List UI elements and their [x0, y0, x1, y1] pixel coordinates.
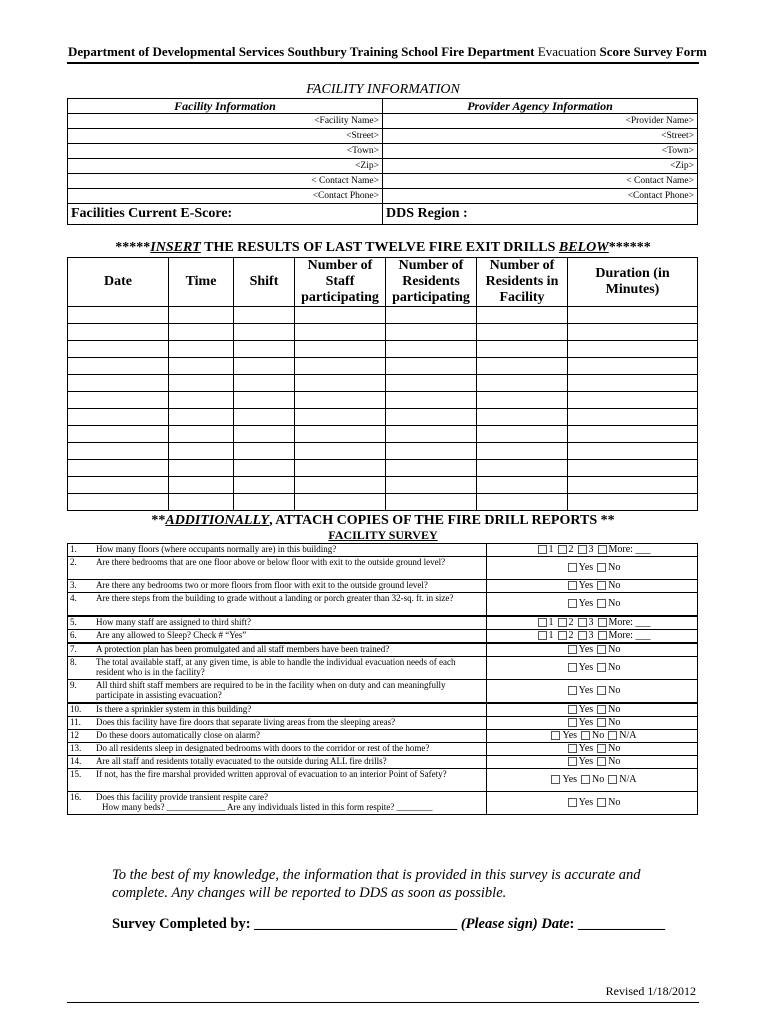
drill-cell[interactable] — [68, 443, 169, 460]
facility-info-header: Facility Information — [68, 99, 383, 114]
drill-cell[interactable] — [234, 375, 295, 392]
facility-field[interactable]: <Facility Name> — [68, 114, 383, 129]
facility-info-row — [68, 129, 698, 144]
drill-cell[interactable] — [234, 477, 295, 494]
checkbox[interactable] — [598, 545, 607, 554]
drill-cell[interactable] — [477, 392, 568, 409]
survey-row — [68, 616, 698, 630]
dds-region-field[interactable]: DDS Region : — [383, 204, 698, 225]
drill-cell[interactable] — [477, 460, 568, 477]
drill-cell[interactable] — [477, 341, 568, 358]
drill-cell[interactable] — [386, 460, 477, 477]
col-time: Time — [169, 258, 234, 307]
option-label: No — [608, 704, 621, 715]
drill-cell[interactable] — [295, 341, 386, 358]
question-number: 3. — [68, 580, 95, 593]
checkbox[interactable] — [578, 631, 587, 640]
checkbox[interactable] — [568, 563, 577, 572]
question-text: How many floors (where occupants normally are) in this building? — [96, 544, 337, 554]
drill-cell[interactable] — [68, 324, 169, 341]
question-text: Are any allowed to Sleep? Check # “Yes” — [96, 630, 247, 640]
drill-cell[interactable] — [295, 426, 386, 443]
question-number: 16. — [68, 792, 95, 815]
question-number: 2. — [68, 557, 95, 580]
drill-cell[interactable] — [477, 375, 568, 392]
option-label: N/A — [619, 774, 637, 785]
facility-info-table — [67, 98, 698, 225]
drill-cell[interactable] — [477, 477, 568, 494]
drill-cell[interactable] — [386, 307, 477, 324]
survey-row — [68, 680, 698, 704]
facility-info-row — [68, 159, 698, 174]
col-residents-participating: Number of Residents participating — [386, 258, 477, 307]
facility-info-title: FACILITY INFORMATION — [306, 82, 460, 97]
option-label: 1 — [548, 617, 554, 628]
option-label: Yes — [578, 580, 594, 591]
checkbox[interactable] — [597, 744, 606, 753]
survey-row — [68, 657, 698, 680]
facility-field[interactable]: < Contact Name> — [68, 174, 383, 189]
checkbox[interactable] — [597, 581, 606, 590]
drill-cell[interactable] — [169, 392, 234, 409]
checkbox[interactable] — [538, 618, 547, 627]
option-label: 1 — [548, 630, 554, 641]
checkbox[interactable] — [551, 731, 560, 740]
question-text: All third shift staff members are required to be in the facility when on duty and can meaningfully participate in assisting evacuation? — [96, 680, 446, 700]
checkbox[interactable] — [597, 563, 606, 572]
revised-date: Revised 1/18/2012 — [605, 984, 696, 998]
col-shift: Shift — [234, 258, 295, 307]
option-label: 1 — [548, 544, 554, 555]
question-number: 10. — [68, 703, 95, 717]
drill-cell[interactable] — [386, 494, 477, 511]
signature-line[interactable] — [112, 916, 672, 933]
attach-additionally: ADDITIONALLY — [165, 513, 270, 528]
question-text: How many staff are assigned to third shift? — [96, 617, 252, 627]
drill-cell[interactable] — [295, 460, 386, 477]
option-label: 3 — [588, 630, 594, 641]
drill-cell[interactable] — [169, 460, 234, 477]
drill-cell[interactable] — [68, 341, 169, 358]
attach-prefix: ** — [151, 513, 166, 528]
facility-info-row — [68, 189, 698, 204]
option-label: Yes — [562, 730, 578, 741]
survey-completed-by-label: Survey Completed by: ____________________________ — [112, 916, 461, 932]
checkbox[interactable] — [538, 545, 547, 554]
facility-info-row — [68, 114, 698, 129]
drill-row — [68, 409, 698, 426]
option-label: 2 — [568, 617, 574, 628]
header-rule — [67, 62, 699, 64]
drill-cell[interactable] — [295, 358, 386, 375]
drill-cell[interactable] — [68, 392, 169, 409]
drill-cell[interactable] — [234, 358, 295, 375]
drill-cell[interactable] — [568, 375, 698, 392]
drill-cell[interactable] — [568, 409, 698, 426]
checkbox[interactable] — [581, 731, 590, 740]
question-number: 4. — [68, 593, 95, 617]
option-label: 2 — [568, 630, 574, 641]
facility-survey-title: FACILITY SURVEY — [328, 528, 438, 542]
drill-cell[interactable] — [568, 443, 698, 460]
drill-row — [68, 358, 698, 375]
drill-cell[interactable] — [386, 443, 477, 460]
facility-info-row — [68, 174, 698, 189]
option-label: Yes — [562, 774, 578, 785]
drill-cell[interactable] — [568, 324, 698, 341]
drill-cell[interactable] — [477, 494, 568, 511]
drill-title-middle: THE RESULTS OF LAST TWELVE FIRE EXIT DRILLS — [200, 240, 559, 255]
drill-cell[interactable] — [295, 375, 386, 392]
question-number: 8. — [68, 657, 95, 680]
option-label: No — [608, 797, 621, 808]
drill-cell[interactable] — [234, 460, 295, 477]
drill-cell[interactable] — [234, 426, 295, 443]
col-residents-in-facility: Number of Residents in Facility — [477, 258, 568, 307]
drill-cell[interactable] — [169, 324, 234, 341]
question-number: 12 — [68, 730, 95, 743]
provider-field[interactable]: <Contact Phone> — [383, 189, 698, 204]
drill-cell[interactable] — [68, 460, 169, 477]
drill-row — [68, 477, 698, 494]
checkbox[interactable] — [597, 718, 606, 727]
checkbox[interactable] — [558, 631, 567, 640]
drill-cell[interactable] — [477, 358, 568, 375]
facility-info-row — [68, 144, 698, 159]
please-sign-label: (Please sign) Date — [460, 916, 570, 932]
drill-cell[interactable] — [295, 324, 386, 341]
drill-cell[interactable] — [386, 324, 477, 341]
checkbox[interactable] — [608, 775, 617, 784]
question-text: Do these doors automatically close on alarm? — [96, 730, 260, 740]
drill-cell[interactable] — [386, 392, 477, 409]
question-text: The total available staff, at any given time, is able to handle the individual evacuation needs of each resident who is in the facility? — [96, 657, 456, 677]
escore-field[interactable]: Facilities Current E-Score: — [68, 204, 383, 225]
drill-cell[interactable] — [169, 494, 234, 511]
survey-row — [68, 756, 698, 769]
checkbox[interactable] — [578, 545, 587, 554]
option-label: N/A — [619, 730, 637, 741]
facility-survey-table — [67, 543, 698, 815]
drill-row — [68, 392, 698, 409]
drill-cell[interactable] — [477, 409, 568, 426]
drill-cell[interactable] — [169, 426, 234, 443]
question-number: 6. — [68, 630, 95, 644]
drill-title-prefix: ***** — [115, 240, 151, 255]
checkbox[interactable] — [568, 645, 577, 654]
col-staff-participating: Number of Staff participating — [295, 258, 386, 307]
drill-cell[interactable] — [169, 375, 234, 392]
date-line: : ____________ — [569, 916, 666, 932]
survey-row — [68, 580, 698, 593]
option-label: No — [608, 717, 621, 728]
option-label: No — [608, 662, 621, 673]
footer-rule — [67, 1002, 699, 1003]
option-label: Yes — [578, 717, 594, 728]
drill-cell[interactable] — [234, 443, 295, 460]
survey-row — [68, 730, 698, 743]
option-label: No — [608, 598, 621, 609]
drill-cell[interactable] — [68, 375, 169, 392]
provider-field[interactable]: <Provider Name> — [383, 114, 698, 129]
checkbox[interactable] — [551, 775, 560, 784]
option-label: No — [592, 774, 605, 785]
survey-row — [68, 717, 698, 730]
drill-title-suffix: ****** — [608, 240, 651, 255]
survey-row — [68, 557, 698, 580]
checkbox[interactable] — [597, 686, 606, 695]
option-label: Yes — [578, 644, 594, 655]
drill-cell[interactable] — [568, 494, 698, 511]
drill-cell[interactable] — [477, 307, 568, 324]
checkbox[interactable] — [568, 581, 577, 590]
drill-row — [68, 443, 698, 460]
option-label: 2 — [568, 544, 574, 555]
option-label: 3 — [588, 617, 594, 628]
drill-row — [68, 375, 698, 392]
facility-field[interactable]: <Town> — [68, 144, 383, 159]
checkbox[interactable] — [538, 631, 547, 640]
provider-field[interactable]: <Zip> — [383, 159, 698, 174]
survey-row — [68, 643, 698, 657]
survey-row — [68, 593, 698, 617]
option-label: More: ___ — [608, 617, 651, 628]
survey-row — [68, 769, 698, 792]
question-text: A protection plan has been promulgated and all staff members have been trained? — [96, 644, 390, 654]
drill-cell[interactable] — [568, 392, 698, 409]
survey-row — [68, 630, 698, 644]
question-number: 7. — [68, 643, 95, 657]
question-text: Does this facility provide transient respite care? — [96, 792, 268, 802]
option-label: More: ___ — [608, 544, 651, 555]
drill-row — [68, 307, 698, 324]
question-number: 14. — [68, 756, 95, 769]
drill-cell[interactable] — [169, 477, 234, 494]
checkbox[interactable] — [558, 545, 567, 554]
checkbox[interactable] — [558, 618, 567, 627]
checkbox[interactable] — [597, 645, 606, 654]
drill-cell[interactable] — [234, 392, 295, 409]
drill-cell[interactable] — [68, 494, 169, 511]
checkbox[interactable] — [568, 798, 577, 807]
drill-cell[interactable] — [568, 358, 698, 375]
checkbox[interactable] — [568, 757, 577, 766]
accuracy-statement: To the best of my knowledge, the information that is provided in this survey is accurate and complete. Any changes will be reported to DDS as soon as possible. — [112, 867, 641, 901]
checkbox[interactable] — [581, 775, 590, 784]
option-label: No — [608, 562, 621, 573]
checkbox[interactable] — [568, 663, 577, 672]
drill-cell[interactable] — [477, 324, 568, 341]
drill-cell[interactable] — [169, 341, 234, 358]
drill-results-table — [67, 257, 698, 511]
question-number: 15. — [68, 769, 95, 792]
option-label: No — [608, 743, 621, 754]
question-subtext: How many beds? _____________ Are any individuals listed in this form respite? ________ — [102, 802, 433, 812]
question-number: 13. — [68, 743, 95, 756]
col-date: Date — [68, 258, 169, 307]
drill-cell[interactable] — [68, 426, 169, 443]
attach-reports-note — [68, 513, 698, 529]
provider-info-header: Provider Agency Information — [383, 99, 698, 114]
facility-field[interactable]: <Contact Phone> — [68, 189, 383, 204]
survey-row — [68, 743, 698, 756]
header-title-end: Score Survey Form — [599, 44, 707, 59]
question-text: Are there bedrooms that are one floor above or below floor with exit to the outside ground level? — [96, 557, 446, 567]
facility-field[interactable]: <Street> — [68, 129, 383, 144]
checkbox[interactable] — [597, 798, 606, 807]
checkbox[interactable] — [608, 731, 617, 740]
drill-section-title — [68, 240, 698, 256]
drill-cell[interactable] — [234, 307, 295, 324]
option-label: Yes — [578, 662, 594, 673]
checkbox[interactable] — [568, 744, 577, 753]
checkbox[interactable] — [597, 757, 606, 766]
option-label: No — [608, 580, 621, 591]
option-label: 3 — [588, 544, 594, 555]
drill-row — [68, 341, 698, 358]
drill-cell[interactable] — [295, 392, 386, 409]
drill-cell[interactable] — [169, 358, 234, 375]
col-duration: Duration (in Minutes) — [568, 258, 698, 307]
drill-cell[interactable] — [568, 460, 698, 477]
option-label: Yes — [578, 797, 594, 808]
survey-row — [68, 703, 698, 717]
option-label: More: ___ — [608, 630, 651, 641]
drill-cell[interactable] — [477, 426, 568, 443]
drill-row — [68, 324, 698, 341]
drill-cell[interactable] — [295, 409, 386, 426]
question-text: Are all staff and residents totally evacuated to the outside during ALL fire drills? — [96, 756, 387, 766]
drill-cell[interactable] — [169, 307, 234, 324]
drill-cell[interactable] — [386, 426, 477, 443]
drill-cell[interactable] — [386, 358, 477, 375]
header-title-plain: Evacuation — [537, 44, 597, 59]
drill-cell[interactable] — [169, 409, 234, 426]
question-number: 11. — [68, 717, 95, 730]
drill-cell[interactable] — [386, 375, 477, 392]
checkbox[interactable] — [598, 631, 607, 640]
drill-cell[interactable] — [169, 443, 234, 460]
option-label: Yes — [578, 756, 594, 767]
checkbox[interactable] — [598, 618, 607, 627]
option-label: No — [608, 685, 621, 696]
drill-title-insert: INSERT — [150, 240, 201, 255]
survey-row — [68, 792, 698, 815]
drill-row — [68, 494, 698, 511]
option-label: Yes — [578, 598, 594, 609]
drill-cell[interactable] — [68, 409, 169, 426]
question-text: Does this facility have fire doors that separate living areas from the sleeping areas? — [96, 717, 396, 727]
checkbox[interactable] — [568, 718, 577, 727]
checkbox[interactable] — [597, 663, 606, 672]
question-text: Do all residents sleep in designated bedrooms with doors to the corridor or rest of the home? — [96, 743, 430, 753]
drill-row — [68, 460, 698, 477]
drill-row — [68, 426, 698, 443]
drill-cell[interactable] — [68, 477, 169, 494]
checkbox[interactable] — [578, 618, 587, 627]
form-header — [68, 44, 707, 60]
drill-cell[interactable] — [234, 341, 295, 358]
survey-row — [68, 544, 698, 557]
drill-cell[interactable] — [295, 477, 386, 494]
provider-field[interactable]: <Town> — [383, 144, 698, 159]
checkbox[interactable] — [597, 599, 606, 608]
option-label: Yes — [578, 685, 594, 696]
checkbox[interactable] — [568, 686, 577, 695]
question-text: If not, has the fire marshal provided written approval of evacuation to an interior Point of Safety? — [96, 769, 447, 779]
drill-cell[interactable] — [386, 341, 477, 358]
option-label: No — [608, 644, 621, 655]
drill-cell[interactable] — [234, 494, 295, 511]
provider-field[interactable]: <Street> — [383, 129, 698, 144]
drill-title-below: BELOW — [558, 240, 609, 255]
option-label: No — [592, 730, 605, 741]
option-label: Yes — [578, 704, 594, 715]
provider-field[interactable]: < Contact Name> — [383, 174, 698, 189]
facility-field[interactable]: <Zip> — [68, 159, 383, 174]
checkbox[interactable] — [568, 599, 577, 608]
question-text: Are there any bedrooms two or more floors from floor with exit to the outside ground level? — [96, 580, 428, 590]
option-label: Yes — [578, 743, 594, 754]
question-text: Is there a sprinkler system in this building? — [96, 704, 252, 714]
drill-cell[interactable] — [568, 477, 698, 494]
header-title-bold: Department of Developmental Services Southbury Training School Fire Department — [68, 44, 535, 59]
drill-cell[interactable] — [295, 307, 386, 324]
drill-cell[interactable] — [68, 307, 169, 324]
checkbox[interactable] — [597, 705, 606, 714]
option-label: No — [608, 756, 621, 767]
drill-cell[interactable] — [234, 324, 295, 341]
drill-cell[interactable] — [386, 409, 477, 426]
drill-cell[interactable] — [234, 409, 295, 426]
question-number: 9. — [68, 680, 95, 704]
checkbox[interactable] — [568, 705, 577, 714]
drill-cell[interactable] — [295, 443, 386, 460]
option-label: Yes — [578, 562, 594, 573]
drill-cell[interactable] — [477, 443, 568, 460]
question-text: Are there steps from the building to grade without a landing or porch greater than 32-sq. ft. in size? — [96, 593, 454, 603]
drill-cell[interactable] — [386, 477, 477, 494]
attach-rest: , ATTACH COPIES OF THE FIRE DRILL REPORTS ** — [269, 513, 615, 528]
question-number: 5. — [68, 616, 95, 630]
question-number: 1. — [68, 544, 95, 557]
drill-cell[interactable] — [295, 494, 386, 511]
drill-cell[interactable] — [568, 341, 698, 358]
drill-cell[interactable] — [68, 358, 169, 375]
drill-cell[interactable] — [568, 426, 698, 443]
drill-cell[interactable] — [568, 307, 698, 324]
